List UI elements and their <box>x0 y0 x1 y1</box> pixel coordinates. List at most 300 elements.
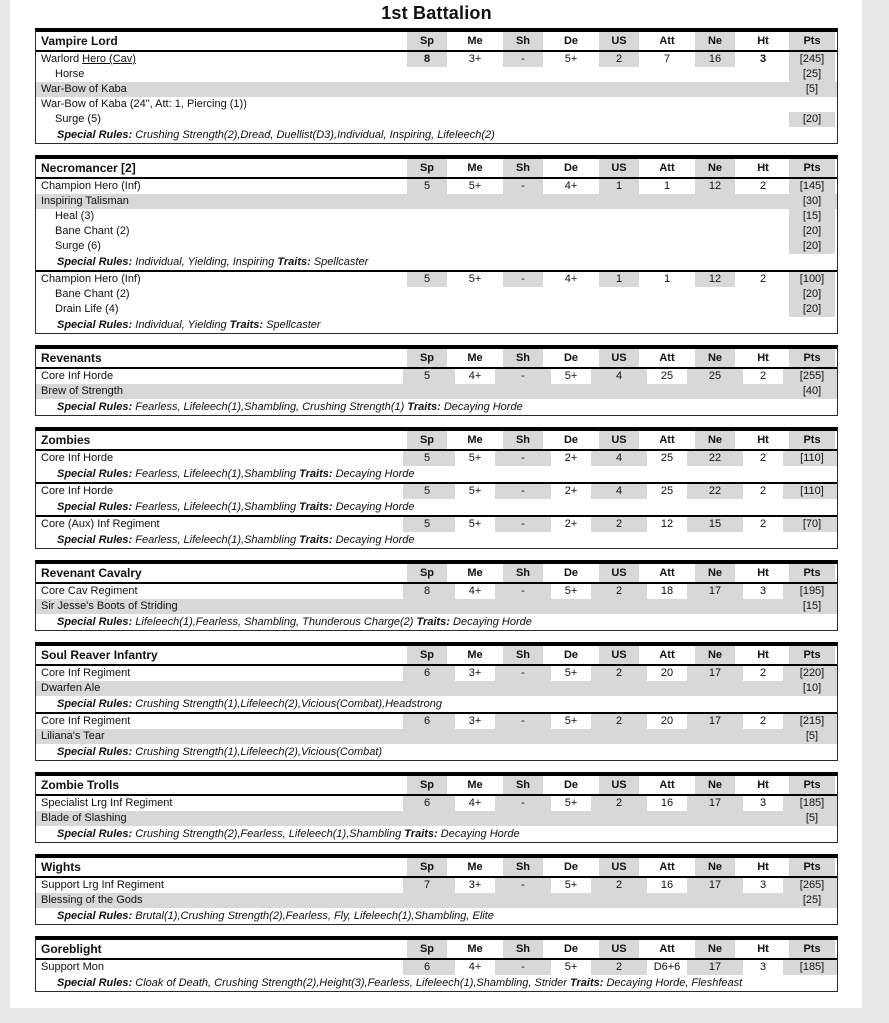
stat-column-header: Ne <box>695 940 735 958</box>
unit-name: Goreblight <box>41 942 102 956</box>
stat-value: 17 <box>708 879 722 891</box>
stat-cell <box>595 431 643 449</box>
item-label: Surge (6) <box>55 240 101 252</box>
special-rules-label: Special Rules: <box>57 534 133 546</box>
stat-values <box>403 714 837 729</box>
unit-header-row <box>36 32 837 52</box>
stat-value: 4 <box>615 452 623 464</box>
stat-value: 5 <box>423 518 431 530</box>
stat-cell <box>547 369 595 384</box>
artefact-row <box>36 681 837 696</box>
stat-value: 2 <box>599 52 639 67</box>
stat-values <box>403 52 837 67</box>
points-cell <box>787 714 837 729</box>
stat-cell <box>451 451 499 466</box>
stat-cell <box>451 32 499 50</box>
stat-value: 7 <box>663 53 671 65</box>
stat-column-header: Att <box>659 943 675 955</box>
points-value: [15] <box>802 600 822 612</box>
item-points <box>787 67 837 82</box>
special-rules-row <box>36 975 837 991</box>
stat-value: 3 <box>743 878 783 893</box>
stat-cell <box>403 564 451 582</box>
stat-cell <box>403 32 451 50</box>
unit-name: Zombie Trolls <box>41 778 120 792</box>
stat-value: 4+ <box>455 369 495 384</box>
stat-cell <box>595 940 643 958</box>
stat-column-header: Sh <box>503 646 543 664</box>
stat-cell <box>403 714 451 729</box>
special-rules-text: Fearless, Lifeleech(1),Shambling, Crushing Strength(1) <box>132 401 405 413</box>
stat-value: 4+ <box>455 584 495 599</box>
points-value: [5] <box>805 730 819 742</box>
unit-entry <box>36 52 837 143</box>
unit-type-text: Core Inf Horde <box>41 485 114 497</box>
stat-column-header: Att <box>659 434 675 446</box>
stat-value: 3 <box>743 584 783 599</box>
stat-column-headers <box>403 159 837 177</box>
stat-column-header: De <box>563 352 579 364</box>
stat-cell <box>451 878 499 893</box>
item-label: Liliana's Tear <box>41 730 105 742</box>
item-label: Blessing of the Gods <box>41 894 143 906</box>
stat-column-header: Me <box>467 352 483 364</box>
unit-header-row <box>36 858 837 878</box>
points-value: [20] <box>789 287 835 302</box>
points-value: [20] <box>789 239 835 254</box>
points-cell <box>787 451 837 466</box>
stat-cell <box>643 32 691 50</box>
item-label: Blade of Slashing <box>41 812 127 824</box>
stat-value: 3 <box>743 960 783 975</box>
stat-cell <box>451 159 499 177</box>
unit-block <box>35 155 838 334</box>
stat-cell <box>451 960 499 975</box>
stat-cell <box>499 584 547 599</box>
stat-cell <box>547 858 595 876</box>
stat-column-header: Att <box>659 35 675 47</box>
stat-cell <box>739 52 787 67</box>
stat-value: 6 <box>423 961 431 973</box>
stat-column-header: Ne <box>695 159 735 177</box>
points-cell <box>787 878 837 893</box>
unit-entry <box>36 482 837 515</box>
stat-cell <box>547 451 595 466</box>
stat-column-header: Sh <box>503 940 543 958</box>
stat-column-header: Ht <box>757 567 769 579</box>
stat-cell <box>739 451 787 466</box>
unit-entry <box>36 584 837 630</box>
stat-cell <box>547 484 595 499</box>
stat-cell <box>691 431 739 449</box>
stat-value: 1 <box>663 273 671 285</box>
unit-type-text: Warlord <box>41 53 83 65</box>
unit-block <box>35 427 838 549</box>
special-rules-text: Cloak of Death, Crushing Strength(2),Height(3),Fearless, Lifeleech(1),Shambling, Strider <box>132 977 567 989</box>
unit-entry <box>36 270 837 333</box>
points-cell <box>787 431 837 449</box>
points-value: [185] <box>799 961 825 973</box>
stat-column-header: De <box>563 861 579 873</box>
unit-type-text: Core Inf Horde <box>41 452 114 464</box>
stat-column-header: Me <box>467 943 483 955</box>
item-points <box>787 287 837 302</box>
unit-block <box>35 345 838 416</box>
points-value: [220] <box>799 667 825 679</box>
stat-cell <box>691 714 739 729</box>
stat-cell <box>499 564 547 582</box>
stat-value: 5 <box>423 452 431 464</box>
unit-block <box>35 936 838 992</box>
points-cell <box>787 811 837 826</box>
stat-column-header: De <box>563 434 579 446</box>
unit-type-text: Core Cav Regiment <box>41 585 138 597</box>
stat-column-header: Ht <box>757 162 769 174</box>
stat-cell <box>643 517 691 532</box>
item-label: Bane Chant (2) <box>55 225 130 237</box>
stat-column-header: Sp <box>407 646 447 664</box>
item-points <box>787 112 837 127</box>
stat-column-header: Pts <box>789 776 835 794</box>
stat-cell <box>451 584 499 599</box>
stat-cell <box>451 517 499 532</box>
points-value: [5] <box>805 812 819 824</box>
item-label: Drain Life (4) <box>55 303 119 315</box>
points-cell <box>787 599 837 614</box>
stat-value: 2+ <box>551 517 591 532</box>
stat-column-header: Ht <box>757 35 769 47</box>
stat-column-headers <box>403 776 837 794</box>
stat-cell <box>691 349 739 367</box>
stat-cell <box>403 159 451 177</box>
unit-block <box>35 560 838 631</box>
stat-column-header: Pts <box>789 940 835 958</box>
unit-type-label <box>36 517 403 532</box>
points-value: [185] <box>799 797 825 809</box>
stat-cell <box>595 179 643 194</box>
traits-label: Traits: <box>274 256 311 268</box>
stat-cell <box>643 714 691 729</box>
unit-name: Revenant Cavalry <box>41 566 142 580</box>
stat-cell <box>403 776 451 794</box>
unit-entry <box>36 369 837 415</box>
traits-label: Traits: <box>404 401 441 413</box>
stat-values <box>403 878 837 893</box>
stat-column-header: De <box>563 162 579 174</box>
stat-column-header: Pts <box>789 349 835 367</box>
stat-cell <box>691 517 739 532</box>
stat-value: - <box>521 961 525 973</box>
stat-column-header: Att <box>659 162 675 174</box>
stat-value: 22 <box>708 485 722 497</box>
stat-value: 8 <box>423 585 431 597</box>
special-rules-row <box>36 317 837 333</box>
stat-cell <box>739 878 787 893</box>
stat-cell <box>643 369 691 384</box>
item-label: Bane Chant (2) <box>55 288 130 300</box>
stat-cell <box>595 960 643 975</box>
stat-value: - <box>521 585 525 597</box>
points-cell <box>787 369 837 384</box>
points-value: [5] <box>805 83 819 95</box>
traits-label: Traits: <box>296 534 333 546</box>
stat-cell <box>499 349 547 367</box>
points-cell <box>787 67 837 82</box>
points-value: [245] <box>789 52 835 67</box>
stat-cell <box>547 666 595 681</box>
stat-value: 3+ <box>455 878 495 893</box>
stat-value: 5+ <box>551 714 591 729</box>
stat-column-header: Sh <box>503 349 543 367</box>
stat-cell <box>691 564 739 582</box>
points-value: [255] <box>799 370 825 382</box>
stat-value: 18 <box>647 584 687 599</box>
points-cell <box>787 858 837 876</box>
artefact-row <box>36 729 837 744</box>
special-rules-text: Individual, Yielding <box>132 319 227 331</box>
unit-name: Revenants <box>41 351 102 365</box>
stat-cell <box>403 666 451 681</box>
stat-value: 2 <box>743 517 783 532</box>
points-cell <box>787 384 837 399</box>
stat-cell <box>547 517 595 532</box>
unit-stat-row <box>36 272 837 287</box>
stat-cell <box>691 666 739 681</box>
unit-type-label <box>36 484 403 499</box>
stat-value: 5+ <box>551 796 591 811</box>
stat-column-header: Sh <box>503 564 543 582</box>
stat-cell <box>403 584 451 599</box>
stat-cell <box>499 940 547 958</box>
stat-value: 1 <box>599 272 639 287</box>
unit-stat-row <box>36 960 837 975</box>
item-label: Heal (3) <box>55 210 95 222</box>
stat-value: 6 <box>423 715 431 727</box>
stat-cell <box>403 960 451 975</box>
traits-text: Decaying Horde, Fleshfeast <box>603 977 743 989</box>
stat-cell <box>451 369 499 384</box>
stat-cell <box>403 484 451 499</box>
stat-cell <box>595 878 643 893</box>
stat-cell <box>595 776 643 794</box>
stat-value: 4 <box>615 485 623 497</box>
unit-header-row <box>36 349 837 369</box>
stat-cell <box>691 484 739 499</box>
stat-value: - <box>503 52 543 67</box>
stat-value: 2 <box>615 585 623 597</box>
stat-cell <box>403 878 451 893</box>
stat-cell <box>547 431 595 449</box>
stat-value: 17 <box>708 961 722 973</box>
stat-column-header: US <box>599 349 639 367</box>
stat-cell <box>643 272 691 287</box>
stat-value: 1 <box>599 179 639 194</box>
unit-type-text: Champion Hero (Inf) <box>41 180 141 192</box>
stat-value: 5+ <box>455 517 495 532</box>
traits-text: Spellcaster <box>310 256 369 268</box>
stat-cell <box>499 369 547 384</box>
special-rules-row <box>36 532 837 548</box>
points-cell <box>787 960 837 975</box>
stat-cell <box>691 369 739 384</box>
stat-column-headers <box>403 858 837 876</box>
stat-cell <box>595 369 643 384</box>
stat-column-header: Me <box>467 162 483 174</box>
points-cell <box>787 940 837 958</box>
stat-value: 3 <box>743 796 783 811</box>
stat-value: 25 <box>647 451 687 466</box>
item-points <box>787 811 837 826</box>
stat-cell <box>739 179 787 194</box>
stat-cell <box>739 940 787 958</box>
unit-entry <box>36 796 837 842</box>
stat-cell <box>691 858 739 876</box>
stat-value: 2 <box>615 961 623 973</box>
stat-cell <box>547 584 595 599</box>
stat-cell <box>739 369 787 384</box>
stat-value: 17 <box>708 585 722 597</box>
stat-cell <box>739 960 787 975</box>
stat-cell <box>595 349 643 367</box>
stat-column-header: Ne <box>695 858 735 876</box>
stat-column-header: US <box>599 646 639 664</box>
stat-cell <box>691 878 739 893</box>
stat-column-header: Sh <box>503 159 543 177</box>
special-rules-text: Fearless, Lifeleech(1),Shambling <box>132 501 297 513</box>
stat-cell <box>499 32 547 50</box>
stat-value: D6+6 <box>647 960 687 975</box>
points-value: [215] <box>799 715 825 727</box>
item-points <box>787 82 837 97</box>
points-cell <box>787 112 837 127</box>
stat-cell <box>499 666 547 681</box>
stat-cell <box>691 960 739 975</box>
stat-value: 4+ <box>455 960 495 975</box>
stat-cell <box>547 159 595 177</box>
stat-column-header: US <box>599 940 639 958</box>
special-rules-row <box>36 826 837 842</box>
stat-value: 16 <box>647 878 687 893</box>
unit-header-row <box>36 646 837 666</box>
stat-value: 25 <box>647 484 687 499</box>
stat-value: 5+ <box>551 960 591 975</box>
stat-cell <box>547 32 595 50</box>
stat-value: 5+ <box>468 180 482 192</box>
stat-cell <box>499 451 547 466</box>
stat-column-headers <box>403 349 837 367</box>
stat-cell <box>643 584 691 599</box>
stat-cell <box>547 564 595 582</box>
stat-cell <box>499 272 547 287</box>
stat-value: 3+ <box>455 714 495 729</box>
points-cell <box>787 287 837 302</box>
stat-column-header: Me <box>467 434 483 446</box>
points-cell <box>787 272 837 287</box>
stat-cell <box>691 451 739 466</box>
special-rules-row <box>36 399 837 415</box>
points-value: [145] <box>789 179 835 194</box>
unit-type-text: Core Inf Horde <box>41 370 114 382</box>
stat-cell <box>643 159 691 177</box>
stat-column-header: Ne <box>695 646 735 664</box>
stat-values <box>403 484 837 499</box>
points-cell <box>787 209 837 224</box>
traits-label: Traits: <box>296 468 333 480</box>
stat-values <box>403 666 837 681</box>
stat-value: 12 <box>647 517 687 532</box>
unit-type-label <box>36 179 403 194</box>
stat-cell <box>739 517 787 532</box>
stat-values <box>403 451 837 466</box>
stat-cell <box>547 940 595 958</box>
stat-cell <box>499 646 547 664</box>
stat-cell <box>403 451 451 466</box>
unit-type-text: Support Lrg Inf Regiment <box>41 879 164 891</box>
stat-column-header: Me <box>467 649 483 661</box>
stat-value: 8 <box>407 52 447 67</box>
stat-value: 5+ <box>455 451 495 466</box>
stat-value: 3 <box>759 53 767 65</box>
points-value: [10] <box>802 682 822 694</box>
special-rules-row <box>36 466 837 482</box>
unit-stat-row <box>36 584 837 599</box>
stat-cell <box>547 714 595 729</box>
points-value: [195] <box>799 585 825 597</box>
item-label: Inspiring Talisman <box>41 195 129 207</box>
stat-cell <box>595 159 643 177</box>
stat-value: 5+ <box>551 878 591 893</box>
stat-cell <box>451 858 499 876</box>
stat-column-header: Pts <box>789 858 835 876</box>
unit-profile-link[interactable]: Hero (Cav) <box>82 53 136 65</box>
traits-text: Decaying Horde <box>332 534 415 546</box>
stat-cell <box>403 349 451 367</box>
unit-stat-row <box>36 714 837 729</box>
stat-cell <box>643 646 691 664</box>
stat-value: 16 <box>695 52 735 67</box>
unit-stat-row <box>36 517 837 532</box>
stat-cell <box>739 714 787 729</box>
unit-entry <box>36 666 837 712</box>
item-label: Surge (5) <box>55 113 101 125</box>
stat-cell <box>595 666 643 681</box>
stat-column-header: Sp <box>407 159 447 177</box>
unit-name: Vampire Lord <box>41 34 118 48</box>
stat-values <box>403 272 837 287</box>
special-rules-row <box>36 254 837 270</box>
artefact-row <box>36 82 837 97</box>
stat-values <box>403 960 837 975</box>
stat-cell <box>643 431 691 449</box>
points-cell <box>787 646 837 664</box>
stat-value: - <box>521 485 525 497</box>
item-points <box>787 893 837 908</box>
stat-cell <box>595 52 643 67</box>
upgrade-row <box>36 224 837 239</box>
points-cell <box>787 82 837 97</box>
stat-cell <box>547 52 595 67</box>
stat-value: 2 <box>743 451 783 466</box>
stat-cell <box>595 484 643 499</box>
stat-column-header: Ne <box>695 349 735 367</box>
stat-value: - <box>521 879 525 891</box>
stat-value: 25 <box>708 370 722 382</box>
stat-value: 2+ <box>551 484 591 499</box>
unit-blocks-container <box>35 28 838 992</box>
unit-name: Zombies <box>41 433 91 447</box>
stat-cell <box>451 484 499 499</box>
stat-value: - <box>521 797 525 809</box>
